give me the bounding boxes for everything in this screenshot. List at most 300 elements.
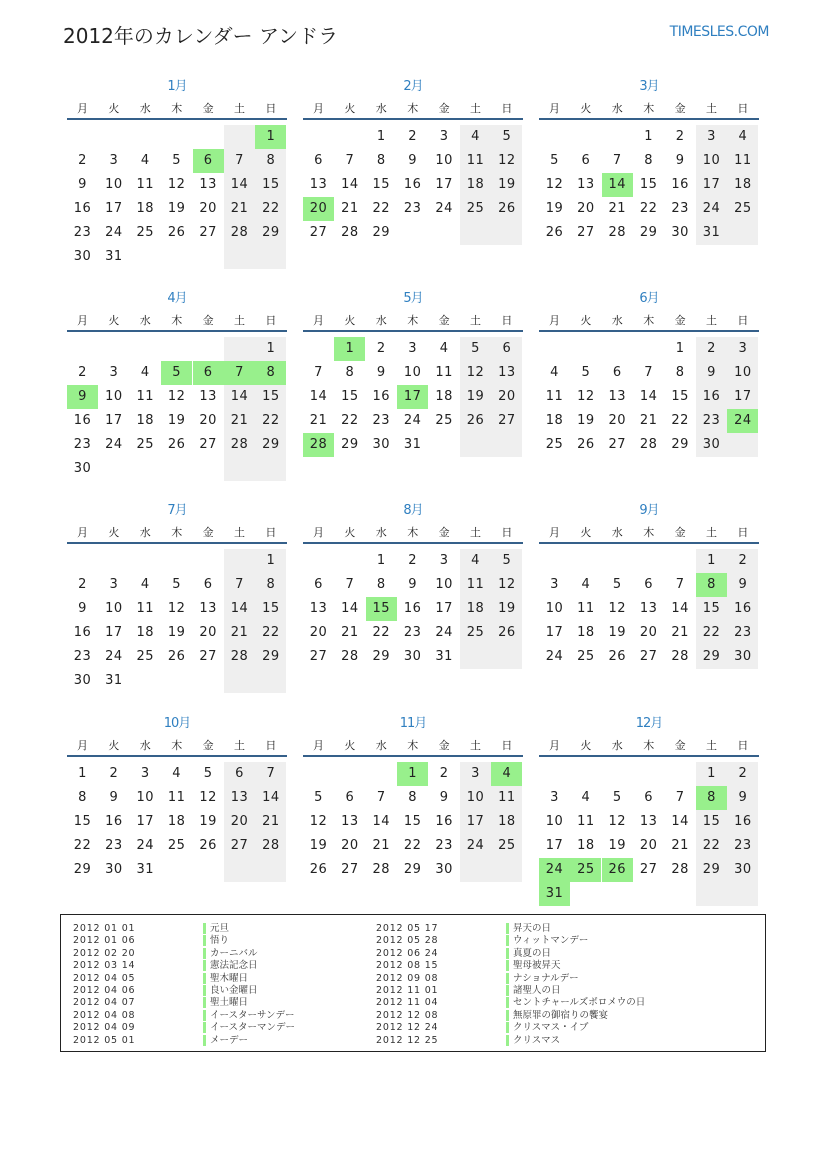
weekday-label: 土 [470,102,481,115]
holiday-day-cell: 28 [303,433,334,457]
day-cell: 30 [727,645,758,669]
weekday-label: 土 [706,526,717,539]
day-cell: 16 [671,177,689,192]
holiday-marker [203,997,206,1008]
day-cell: 22 [372,625,391,640]
holiday-marker [203,1010,206,1021]
month-name: 2月 [403,79,423,94]
day-cell: 4 [460,549,491,573]
holiday-marker [203,960,206,971]
day-cell: 26 [167,225,186,240]
day-cell: 18 [167,814,186,829]
day-cell: 24 [105,225,123,240]
holiday-marker [506,973,509,984]
weekday-label: 日 [265,739,277,752]
holiday-date: 2012 12 25 [376,1034,439,1046]
day-cell: 23 [403,625,422,640]
day-cell: 22 [255,197,286,221]
holiday-date: 2012 06 24 [376,947,439,959]
day-cell: 20 [491,385,522,409]
day-cell: 27 [341,862,359,877]
holiday-name: ウィットマンデー [513,935,589,947]
day-cell: 25 [136,225,155,240]
day-cell: 9 [696,361,727,385]
weekday-label: 月 [549,739,560,752]
day-cell: 4 [581,790,591,805]
holiday-list [60,914,766,1052]
weekday-label: 土 [706,102,717,115]
day-cell: 15 [696,597,727,621]
day-cell: 29 [696,858,727,882]
holiday-day-cell: 1 [255,125,286,149]
day-cell: 6 [203,577,213,592]
holiday-name: クリスマス [513,1034,561,1046]
day-cell: 20 [309,625,328,640]
holiday-name: 良い金曜日 [210,985,258,996]
month-name: 8月 [403,503,423,518]
day-cell: 31 [136,862,155,877]
weekday-label: 日 [265,102,277,115]
day-cell: 14 [224,597,255,621]
day-cell: 19 [460,385,491,409]
day-cell: 12 [460,361,491,385]
day-cell: 12 [491,573,522,597]
day-cell: 11 [577,814,595,829]
day-cell: 10 [696,149,727,173]
day-cell: 16 [73,413,92,428]
day-cell: 22 [696,621,727,645]
day-cell: 23 [73,225,92,240]
weekday-label: 土 [706,314,717,327]
day-cell: 23 [727,834,758,858]
day-cell: 23 [73,649,92,664]
day-cell: 29 [696,645,727,669]
day-cell: 2 [78,577,87,592]
day-cell: 10 [435,577,453,592]
weekday-label: 火 [580,739,592,752]
weekday-label: 火 [344,526,356,539]
day-cell: 19 [608,625,627,640]
weekday-label: 木 [171,739,183,752]
day-cell: 9 [109,790,119,805]
weekday-label: 金 [438,739,450,752]
weekday-label: 木 [407,739,419,752]
day-cell: 29 [73,862,92,877]
day-cell: 25 [136,649,155,664]
day-cell: 18 [435,389,453,404]
day-cell: 2 [78,153,87,168]
weekday-label: 日 [501,102,513,115]
weekday-label: 木 [643,102,655,115]
day-cell: 9 [408,577,418,592]
day-cell: 31 [696,221,727,245]
weekday-label: 水 [375,739,387,752]
day-cell: 8 [345,365,355,380]
day-cell: 21 [671,625,689,640]
day-cell: 8 [78,790,87,805]
day-cell: 16 [73,625,92,640]
holiday-name: 悟り [210,935,230,947]
day-cell: 21 [372,838,391,853]
day-cell: 15 [255,597,286,621]
day-cell: 3 [109,153,119,168]
day-cell: 29 [639,225,658,240]
holiday-name: 真夏の日 [513,947,552,959]
day-cell: 28 [671,649,689,664]
day-cell: 5 [581,365,591,380]
month-header-rule [539,118,759,120]
day-cell: 14 [309,389,328,404]
holiday-date: 2012 12 24 [376,1022,439,1034]
day-cell: 18 [491,810,522,834]
day-cell: 18 [460,173,491,197]
day-cell: 22 [696,834,727,858]
day-cell: 20 [608,413,627,428]
day-cell: 13 [639,601,658,616]
day-cell: 14 [224,173,255,197]
day-cell: 17 [727,385,758,409]
month-header-rule [303,542,523,544]
weekday-label: 水 [375,102,387,115]
day-cell: 13 [491,361,522,385]
brand-link[interactable]: TIMESLES.COM [669,24,769,40]
day-cell: 23 [727,621,758,645]
day-cell: 17 [435,177,453,192]
weekday-label: 水 [611,526,623,539]
holiday-name: イースターサンデー [210,1009,295,1021]
empty-weekend-cell [224,457,255,481]
day-cell: 12 [577,389,595,404]
empty-weekend-cell [224,245,255,269]
day-cell: 27 [199,649,217,664]
empty-weekend-cell [727,221,758,245]
holiday-date: 2012 05 28 [376,935,439,947]
weekday-label: 火 [108,314,120,327]
day-cell: 30 [435,862,453,877]
day-cell: 10 [435,153,453,168]
day-cell: 30 [696,433,727,457]
day-cell: 31 [403,437,422,452]
weekday-label: 月 [313,314,324,327]
holiday-marker [203,935,206,946]
day-cell: 31 [435,649,453,664]
day-cell: 13 [341,814,359,829]
holiday-day-cell: 31 [539,882,570,906]
day-cell: 26 [577,437,595,452]
day-cell: 6 [224,762,255,786]
holiday-day-cell: 14 [602,173,633,197]
day-cell: 1 [255,337,286,361]
day-cell: 27 [491,409,522,433]
holiday-marker [506,985,509,996]
holiday-name: 元旦 [210,923,230,934]
day-cell: 3 [109,365,119,380]
holiday-day-cell: 8 [696,786,727,810]
day-cell: 31 [105,249,123,264]
weekday-label: 土 [470,526,481,539]
day-cell: 28 [639,437,658,452]
weekday-label: 木 [171,102,183,115]
day-cell: 3 [439,553,449,568]
day-cell: 27 [199,437,217,452]
day-cell: 1 [255,549,286,573]
day-cell: 24 [435,201,453,216]
day-cell: 9 [78,601,87,616]
empty-weekend-cell [460,221,491,245]
day-cell: 12 [199,790,217,805]
month-header-rule [303,330,523,332]
day-cell: 19 [491,597,522,621]
holiday-date: 2012 03 14 [73,960,136,972]
weekday-label: 木 [643,314,655,327]
holiday-name: メーデー [210,1034,249,1046]
day-cell: 25 [577,649,595,664]
holiday-name: クリスマス・イブ [513,1022,589,1034]
month-name: 9月 [639,503,659,518]
day-cell: 15 [671,389,689,404]
day-cell: 18 [136,625,155,640]
day-cell: 7 [376,790,386,805]
month-header-rule [303,755,523,757]
day-cell: 10 [136,790,155,805]
day-cell: 21 [639,413,658,428]
day-cell: 27 [639,649,658,664]
holiday-marker [506,935,509,946]
weekday-label: 土 [470,739,481,752]
day-cell: 25 [491,834,522,858]
empty-weekend-cell [491,858,522,882]
holiday-day-cell: 5 [161,361,192,385]
holiday-marker [203,948,206,959]
day-cell: 26 [460,409,491,433]
holiday-name: ナショナルデー [513,972,579,984]
day-cell: 9 [376,365,386,380]
weekday-label: 水 [139,102,151,115]
day-cell: 2 [408,129,418,144]
holiday-day-cell: 26 [602,858,633,882]
day-cell: 4 [140,365,150,380]
holiday-marker [506,960,509,971]
holiday-name: カーニバル [210,947,258,959]
day-cell: 15 [255,385,286,409]
holiday-day-cell: 20 [303,197,334,221]
weekday-label: 火 [580,526,592,539]
day-cell: 27 [577,225,595,240]
day-cell: 24 [460,834,491,858]
day-cell: 24 [545,649,564,664]
day-cell: 24 [136,838,155,853]
empty-weekend-cell [491,433,522,457]
day-cell: 4 [172,766,182,781]
empty-weekend-cell [460,433,491,457]
day-cell: 19 [167,413,186,428]
day-cell: 6 [581,153,591,168]
day-cell: 10 [105,389,123,404]
day-cell: 18 [136,201,155,216]
holiday-day-cell: 8 [696,573,727,597]
holiday-date: 2012 05 17 [376,923,439,934]
weekday-label: 土 [234,739,245,752]
day-cell: 17 [105,625,123,640]
day-cell: 5 [203,766,213,781]
empty-weekend-cell [460,645,491,669]
day-cell: 7 [644,365,654,380]
day-cell: 5 [612,577,622,592]
day-cell: 30 [727,858,758,882]
day-cell: 14 [639,389,658,404]
day-cell: 27 [309,649,328,664]
day-cell: 3 [550,577,559,592]
day-cell: 4 [550,365,559,380]
day-cell: 10 [545,601,564,616]
empty-weekend-cell [460,858,491,882]
day-cell: 15 [403,814,422,829]
day-cell: 5 [172,153,182,168]
day-cell: 24 [105,437,123,452]
day-cell: 17 [105,413,123,428]
weekday-label: 火 [108,526,120,539]
holiday-date: 2012 09 08 [376,972,439,984]
day-cell: 22 [372,201,391,216]
weekday-label: 月 [313,739,324,752]
day-cell: 16 [403,601,422,616]
holiday-day-cell: 6 [193,149,224,173]
day-cell: 18 [136,413,155,428]
holiday-name: 聖木曜日 [210,972,249,984]
day-cell: 16 [403,177,422,192]
day-cell: 14 [671,814,689,829]
day-cell: 27 [199,225,217,240]
day-cell: 13 [199,177,217,192]
weekday-label: 金 [438,314,450,327]
holiday-date: 2012 12 08 [376,1009,439,1021]
weekday-label: 水 [139,739,151,752]
day-cell: 26 [309,862,328,877]
weekday-label: 木 [643,739,655,752]
day-cell: 4 [460,125,491,149]
weekday-label: 土 [234,102,245,115]
month-name: 11月 [399,716,427,731]
weekday-label: 水 [375,314,387,327]
holiday-marker [506,1035,509,1046]
day-cell: 15 [639,177,658,192]
empty-weekend-cell [727,433,758,457]
day-cell: 21 [224,621,255,645]
day-cell: 14 [255,786,286,810]
day-cell: 21 [341,201,359,216]
holiday-marker [203,1035,206,1046]
day-cell: 3 [550,790,559,805]
day-cell: 30 [73,249,92,264]
day-cell: 18 [460,597,491,621]
holiday-date: 2012 08 15 [376,960,439,972]
day-cell: 18 [727,173,758,197]
day-cell: 2 [675,129,685,144]
weekday-label: 木 [407,526,419,539]
weekday-label: 金 [202,739,214,752]
day-cell: 13 [224,786,255,810]
day-cell: 8 [644,153,654,168]
weekday-label: 木 [643,526,655,539]
day-cell: 1 [696,549,727,573]
holiday-date: 2012 04 09 [73,1022,136,1034]
holiday-name: セントチャールズボロメウの日 [513,997,646,1009]
month-header-rule [67,118,287,120]
weekday-label: 日 [501,739,513,752]
day-cell: 12 [608,814,627,829]
day-cell: 3 [439,129,449,144]
day-cell: 28 [224,433,255,457]
weekday-label: 日 [265,526,277,539]
day-cell: 7 [345,153,355,168]
day-cell: 17 [105,201,123,216]
holiday-date: 2012 11 01 [376,985,439,996]
weekday-label: 金 [438,526,450,539]
weekday-label: 土 [470,314,481,327]
day-cell: 30 [372,437,391,452]
weekday-label: 土 [234,314,245,327]
day-cell: 3 [109,577,119,592]
day-cell: 12 [545,177,564,192]
empty-weekend-cell [696,882,727,906]
day-cell: 16 [73,201,92,216]
day-cell: 24 [403,413,422,428]
day-cell: 20 [639,838,658,853]
day-cell: 16 [727,597,758,621]
holiday-day-cell: 24 [727,409,758,433]
holiday-day-cell: 17 [397,385,428,409]
day-cell: 7 [224,149,255,173]
day-cell: 12 [167,601,186,616]
holiday-name: 聖母被昇天 [513,960,561,972]
day-cell: 14 [341,601,359,616]
holiday-name: イースターマンデー [210,1022,296,1034]
weekday-label: 火 [344,102,356,115]
day-cell: 28 [224,645,255,669]
day-cell: 5 [550,153,559,168]
weekday-label: 木 [171,526,183,539]
day-cell: 23 [372,413,391,428]
weekday-label: 木 [171,314,183,327]
day-cell: 18 [545,413,564,428]
weekday-label: 金 [674,739,686,752]
weekday-label: 水 [139,526,151,539]
day-cell: 23 [696,409,727,433]
weekday-label: 日 [737,526,749,539]
day-cell: 17 [696,173,727,197]
holiday-marker [506,997,509,1008]
day-cell: 9 [727,786,758,810]
day-cell: 12 [608,601,627,616]
month-name: 5月 [403,291,423,306]
holiday-day-cell: 15 [366,597,397,621]
day-cell: 28 [224,221,255,245]
day-cell: 4 [140,153,150,168]
day-cell: 8 [675,365,685,380]
day-cell: 7 [345,577,355,592]
day-cell: 25 [167,838,186,853]
day-cell: 11 [136,177,155,192]
month-name: 10月 [163,716,191,731]
empty-weekend-cell [224,549,255,573]
day-cell: 12 [309,814,328,829]
day-cell: 13 [608,389,627,404]
empty-weekend-cell [491,221,522,245]
day-cell: 2 [727,762,758,786]
day-cell: 7 [675,790,685,805]
day-cell: 19 [577,413,595,428]
month-name: 6月 [639,291,659,306]
